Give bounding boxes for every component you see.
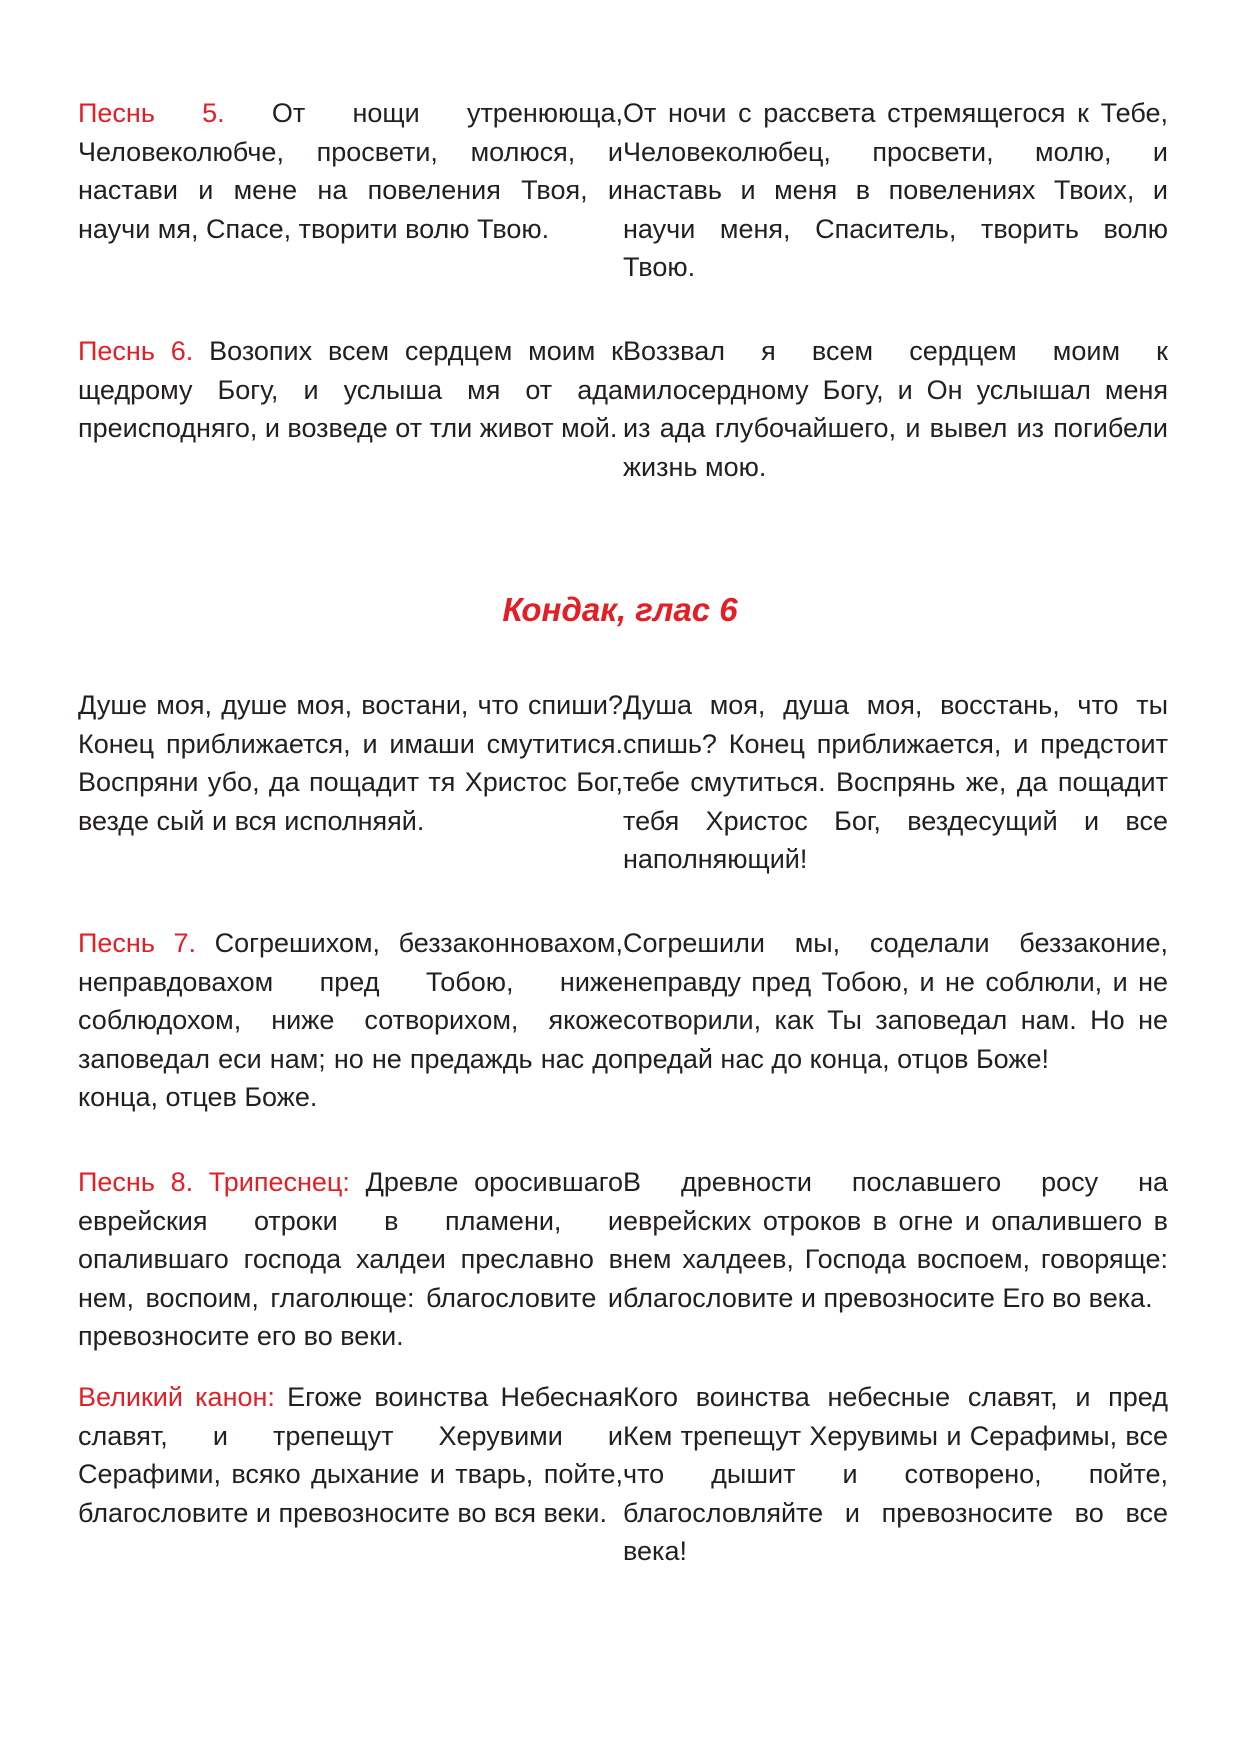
ode-5-slavonic-text: От нощи утренююща, Человеколюбче, просвети, молюся, и настави и мене на повеления Твоя, и научи мя, Спасе, творити волю Твою. — [78, 98, 623, 244]
ode-7-label: Песнь 7. — [78, 928, 197, 958]
ode-6-slavonic-text: Возопих всем сердцем моим к щедрому Богу, и услыша мя от ада преисподняго, и возведе от тли живот мой. — [78, 336, 623, 444]
great-canon-block — [78, 1378, 1168, 1571]
kontakion-block — [78, 686, 1168, 879]
ode-5-russian: От ночи с рассвета стремящегося к Тебе, Человеколюбец, просвети, молю, и наставь и меня в повелениях Твоих, и научи меня, Спаситель, творить волю Твою. — [623, 98, 1168, 283]
ode-6-block — [78, 332, 1168, 486]
kontakion-russian: Душа моя, душа моя, восстань, что ты спишь? Конец приближается, и предстоит тебе смутиться. Воспрянь же, да пощадит тебя Христос Бог, вездесущий и все наполняющий! — [623, 690, 1168, 875]
great-canon-slavonic — [78, 1378, 623, 1571]
ode-5-label: Песнь 5. — [78, 98, 225, 128]
kontakion-slavonic: Душе моя, душе моя, востани, что спиши? Конец приближается, и имаши смутитися. Воспряни убо, да пощадит тя Христос Бог, везде сый и вся исполняяй. — [78, 690, 623, 836]
ode-7-slavonic-text: Согрешихом, беззаконновахом, неправдовахом пред Тобою, ниже соблюдохом, ниже сотворихом, якоже заповедал еси нам; но не предаждь нас до конца, отцев Боже. — [78, 928, 623, 1113]
ode-7-slavonic — [78, 924, 623, 1117]
ode-5-block — [78, 94, 1168, 287]
ode-8-slavonic-text: Древле оросившаго еврейския отроки в пламени, и опалившаго господа халдеи преславно в нем, воспоим, глаголюще: благословите и превозносите его во веки. — [78, 1167, 623, 1352]
ode-8-russian: В древности пославшего росу на еврейских отроков в огне и опалившего в нем халдеев, Господа воспоем, говоряще: благословите и превозносите Его во века. — [623, 1167, 1168, 1313]
ode-6-russian: Воззвал я всем сердцем моим к милосердному Богу, и Он услышал меня из ада глубочайшего, и вывел из погибели жизнь мою. — [623, 336, 1168, 482]
great-canon-label: Великий канон: — [78, 1382, 275, 1412]
ode-5-slavonic — [78, 94, 623, 287]
kontakion-heading: Кондак, глас 6 — [502, 591, 738, 628]
ode-8-slavonic — [78, 1163, 623, 1356]
ode-8-block — [78, 1163, 1168, 1356]
ode-7-russian: Согрешили мы, соделали беззаконие, неправду пред Тобою, и не соблюли, и не сотворили, как Ты заповедал нам. Но не предай нас до конца, отцов Боже! — [623, 928, 1168, 1074]
ode-6-slavonic — [78, 332, 623, 486]
great-canon-russian: Кого воинства небесные славят, и пред Кем трепещут Херувимы и Серафимы, все что дышит и сотворено, пойте, благословляйте и превозносите во все века! — [623, 1382, 1168, 1567]
ode-8-label: Песнь 8. Трипеснец: — [78, 1167, 350, 1197]
ode-6-label: Песнь 6. — [78, 336, 194, 366]
great-canon-slavonic-text: Егоже воинства Небесная славят, и трепещут Херувими и Серафими, всяко дыхание и тварь, пойте, благословите и превозносите во вся веки. — [78, 1382, 623, 1528]
ode-7-block — [78, 924, 1168, 1117]
